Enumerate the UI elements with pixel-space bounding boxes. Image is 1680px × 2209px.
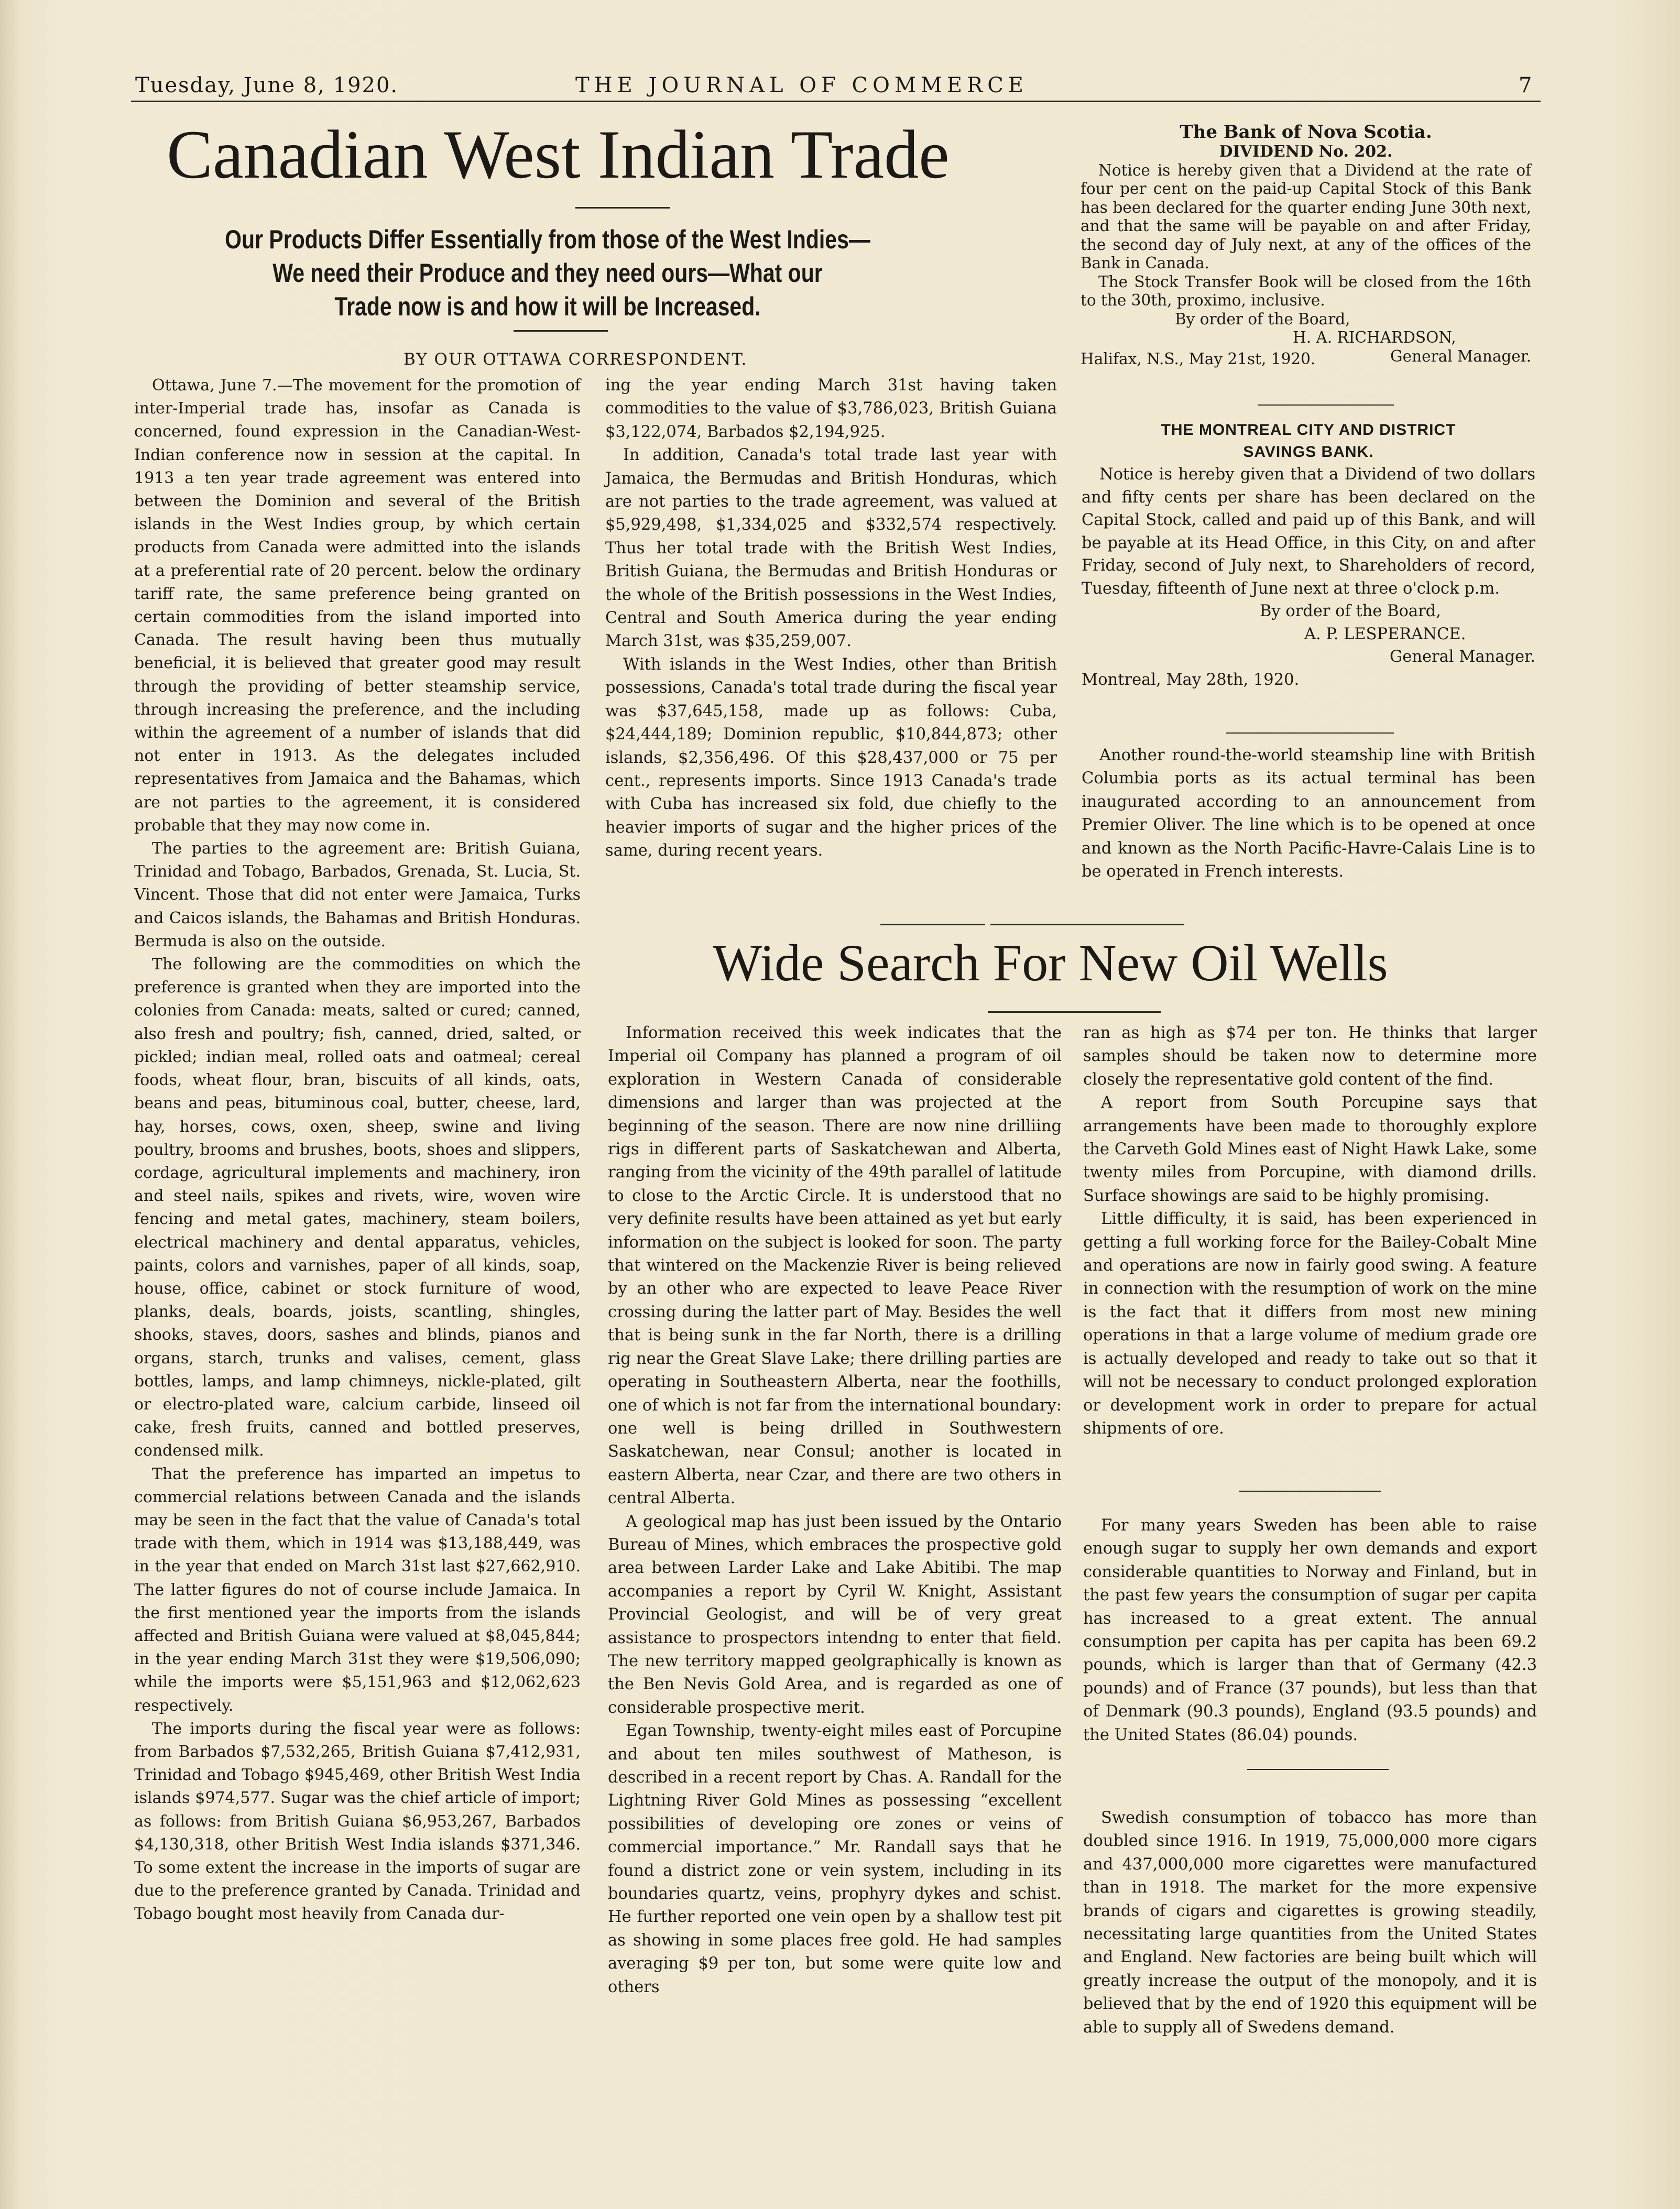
section-rule xyxy=(880,924,985,925)
article-column-2 xyxy=(605,374,1057,863)
notice-order: By order of the Board, xyxy=(1260,602,1441,620)
title-rule xyxy=(988,1011,1161,1013)
notice-title: The Bank of Nova Scotia. xyxy=(1180,122,1432,143)
tobacco-brief xyxy=(1083,1807,1537,2039)
notice-signer: A. P. LESPERANCE. xyxy=(1304,625,1466,643)
deck-line: We need their Produce and they need ours—What our xyxy=(272,258,823,288)
notice-rule xyxy=(1258,404,1394,406)
paragraph: The parties to the agreement are: British Guiana, Trinidad and Tobago, Barbados, Grenada, St. Lucia, St. Vincent. Those that did not enter were Jamaica, Turks and Caicos islands, the Bahamas and British Honduras. Bermuda is also on the outside. xyxy=(134,839,581,950)
brief-rule xyxy=(1247,1769,1389,1770)
paragraph: Swedish consumption of tobacco has more than doubled since 1916. In 1919, 75,000,000 more cigars and 437,000,000 more cigarettes were manufactured than in 1918. The market for the more expensive brands of cigars and cigarettes is growing steadily, necessitating large quantities from the United States and England. New factories are being built which will greatly increase the output of the monopoly, and it is believed that by the end of 1920 this equipment will be able to supply all of Swedens demand. xyxy=(1083,1809,1537,2037)
article-column-1 xyxy=(134,374,581,1926)
notice-signer-title: General Manager. xyxy=(1389,648,1535,666)
brief-rule xyxy=(1239,1491,1381,1492)
steamship-brief xyxy=(1082,744,1535,883)
byline: BY OUR OTTAWA CORRESPONDENT. xyxy=(403,350,748,369)
paragraph: Information received this week indicates that the Imperial oil Company has planned a program of oil exploration in Western Canada of considerable dimensions and larger than was projected at the beginning of the season. There are now nine drilliing rigs in different parts of Saskatchewan and Alberta, ranging from the vicinity of the 49th parallel of latitude to close to the Arctic Circle. It is understood that no very definite results have been attained as yet but early information on the subject is looked for soon. The party that wintered on the Mackenzie River is being relieved by an other who are expected to leave Peace River crossing during the latter part of May. Besides the well that is being sunk in the far North, there is a drilling rig near the Great Slave Lake; there drilling parties are operating in Southeastern Alberta, near the foothills, one of which is not far from the international boundary: one well is being drilled in Southwestern Saskatchewan, near Consul; another is located in eastern Alberta, near Czar, and there are two others in central Alberta. xyxy=(608,1024,1062,1508)
paragraph: A geological map has just been issued by the Ontario Bureau of Mines, which embraces the prospective gold area between Larder Lake and Lake Abitibi. The map accompanies a report by Cyril W. Knight, Assistant Provincial Geologist, and will be of very great assistance to prospectors intendng to enter that field. The new territory mapped geolgraphically is known as the Ben Nevis Gold Area, and is regarded as one of considerable prospective merit. xyxy=(608,1512,1062,1717)
article-column-1 xyxy=(608,1022,1062,1999)
title-rule xyxy=(575,207,670,209)
paragraph: The imports during the fiscal year were as follows: from Barbados $7,532,265, British Guiana $7,412,931, Trinidad and Tobago $945,469, other British West India islands $974,577. Sugar was the chief article of import; as follows: from British Guiana $6,953,267, Barbados $4,130,318, other British West India islands $371,346. To some extent the increase in the imports of sugar are due to the preference granted by Canada. Trinidad and Tobago bought most heavily from Canada dur- xyxy=(134,1719,581,1923)
journal-name: THE JOURNAL OF COMMERCE xyxy=(575,73,1028,97)
paragraph: That the preference has imparted an impetus to commercial relations between Canada and the islands may be seen in the fact that the value of Canada's total trade with them, which in 1914 was $13,188,449, was in the year that ended on March 31st last $27,662,910. The latter figures do not of course include Jamaica. In the first mentioned year the imports from the islands affected and British Guiana were valued at $8,045,844; in the year ending March 31st they were $19,506,090; while the imports were $5,151,963 and $12,062,623 respectively. xyxy=(134,1464,581,1715)
notice-place-date: Halifax, N.S., May 21st, 1920. xyxy=(1081,350,1316,368)
notice-title: SAVINGS BANK. xyxy=(1243,443,1374,461)
deck-line: Our Products Differ Essentially from those of the West Indies— xyxy=(225,225,870,254)
paragraph: For many years Sweden has been able to raise enough sugar to supply her own demands and export considerable quantities to Norway and Finland, but in the past few years the consumption of sugar per capita has increased to a great extent. The annual consumption per capita has per capita has been 69.2 pounds, which is larger than that of Germany (42.3 pounds) and of France (37 pounds), but less than that of Denmark (90.3 pounds), England (93.5 pounds) and the United States (86.04) pounds. xyxy=(1083,1516,1537,1744)
section-rule xyxy=(990,924,1184,925)
paragraph: Ottawa, June 7.—The movement for the promotion of inter-Imperial trade has, insofar as Canada is concerned, found expression in the Canadian-West-Indian conference now in session at the capital. In 1913 a ten year trade agreement was entered into between the Dominion and several of the British islands in the West Indies group, by which certain products from Canada were admitted into the islands at a preferential rate of 20 percent. below the ordinary tariff rate, the same preference being granted on certain commodities from the island imported into Canada. The result having been thus mutually beneficial, it is believed that greater good may result through the providing of better steamship service, through increasing the preference, and the including within the agreement of a number of islands that did not enter in 1913. As the delegates included representatives from Jamaica and the Bahamas, which are not parties to the agreement, it is considered probable that they may now come in. xyxy=(134,376,581,835)
paragraph: Another round-the-world steamship line with British Columbia ports as its actual terminal has been inaugurated according to an announcement from Premier Oliver. The line which is to be opened at once and known as the North Pacific-Havre-Calais Line is to be operated in French interests. xyxy=(1082,746,1535,881)
article-column-2 xyxy=(1083,1022,1537,1440)
notice-body: Notice is hereby given that a Dividend at the rate of four per cent on the paid-up Capital Stock of this Bank has been declared for the quarter ending June 30th next, and that the same will be payable on and after Friday, the second day of July next, at any of the offices of the Bank in Canada. xyxy=(1081,161,1531,272)
deck-rule xyxy=(514,330,608,332)
notice-body: The Stock Transfer Book will be closed from the 16th to the 30th, proximo, inclusive. xyxy=(1081,272,1531,309)
notice-order: By order of the Board, xyxy=(1175,310,1350,328)
article-deck xyxy=(223,223,872,323)
paragraph: Little difficulty, it is said, has been experienced in getting a full working force for the Bailey-Cobalt Mine and operations are now in fairly good swing. A feature in connection with the resumption of work on the mine is the fact that it differs from most new mining operations in that a large volume of medium grade ore is actually developed and ready to take out so that it will not be necessary to conduct prolonged exploration or development work in order to prepare for actual shipments of ore. xyxy=(1083,1210,1537,1438)
notice-rule xyxy=(1226,732,1394,734)
notice-signer: H. A. RICHARDSON, xyxy=(1293,329,1456,346)
paragraph: A report from South Porcupine says that arrangements have been made to thoroughly explore the Carveth Gold Mines east of Night Hawk Lake, some twenty miles from Porcupine, with diamond drills. Surface showings are said to be highly promising. xyxy=(1083,1093,1537,1205)
montreal-savings-bank-notice xyxy=(1082,419,1535,691)
paragraph: ing the year ending March 31st having taken commodities to the value of $3,786,023, British Guiana $3,122,074, Barbados $2,194,925. xyxy=(605,376,1057,441)
notice-subtitle: DIVIDEND No. 202. xyxy=(1219,143,1393,161)
article-title: Wide Search For New Oil Wells xyxy=(713,934,1388,992)
sugar-brief xyxy=(1083,1514,1537,1747)
bank-nova-scotia-notice xyxy=(1081,122,1531,369)
article-title: Canadian West Indian Trade xyxy=(167,116,950,193)
notice-body: Notice is hereby given that a Dividend of two dollars and fifty cents per share has been declared on the Capital Stock, called and paid up of this Bank, and will be payable at its Head Office, in this City, on and after Friday, second of July next, to Shareholders of record, Tuesday, fifteenth of June next at three o'clock p.m. xyxy=(1082,465,1535,598)
deck-line: Trade now is and how it will be Increased. xyxy=(334,292,761,321)
issue-date: Tuesday, June 8, 1920. xyxy=(135,73,399,97)
page-number: 7 xyxy=(1519,73,1533,97)
paragraph: The following are the commodities on which the preference is granted when they are imported into the colonies from Canada: meats, salted or cured; canned, also fresh and poultry; fish, canned, dried, salted, or pickled; indian meal, rolled oats and oatmeal; cereal foods, wheat flour, bran, biscuits of all kinds, oats, beans and peas, bituminous coal, butter, cheese, lard, hay, horses, cows, oxen, sheep, swine and living poultry, brooms and brushes, boots, shoes and slippers, cordage, agricultural implements and machinery, iron and steel nails, spikes and rivets, wire, woven wire fencing and metal gates, machinery, steam boilers, electrical machinery and dental apparatus, vehicles, paints, colors and varnishes, paper of all kinds, soap, house, office, cabinet or stock furniture of wood, planks, deals, boards, joists, scantling, shingles, shooks, staves, doors, sashes and blinds, pianos and organs, starch, trunks and valises, cement, glass bottles, lamps, and lamp chimneys, nickle-plated, gilt or electro-plated ware, calcium carbide, linseed oil cake, fresh fruits, canned and bottled preserves, condensed milk. xyxy=(134,955,581,1460)
paragraph: Egan Township, twenty-eight miles east of Porcupine and about ten miles southwest of Matheson, is described in a recent report by Chas. A. Randall for the Lightning River Gold Mines as possessing “excellent possibilities of developing ore zones or veins of commercial importance.” Mr. Randall says that he found a district zone or vein system, including in its boundaries quartz, veins, prophyry dykes and schist. He further reported one vein open by a shallow test pit as showing in some places free gold. He had samples averaging $9 per ton, but some were quite low and others xyxy=(608,1722,1062,1996)
notice-signer-title: General Manager. xyxy=(1390,347,1531,365)
notice-title: THE MONTREAL CITY AND DISTRICT xyxy=(1161,421,1456,439)
masthead-rule xyxy=(131,101,1541,102)
notice-place-date: Montreal, May 28th, 1920. xyxy=(1082,670,1300,689)
paragraph: In addition, Canada's total trade last year with Jamaica, the Bermudas and British Honduras, which are not parties to the trade agreement, was valued at $5,929,498, $1,334,025 and $332,574 respectively. Thus her total trade with the British West Indies, British Guiana, the Bermudas and British Honduras or the whole of the British possessions in the West Indies, Central and South America during the year ending March 31st, was $35,259,007. xyxy=(605,446,1057,651)
paragraph: ran as high as $74 per ton. He thinks that larger samples should be taken now to determine more closely the representative gold content of the find. xyxy=(1083,1024,1537,1089)
paragraph: With islands in the West Indies, other than British possessions, Canada's total trade during the fiscal year was $37,645,158, made up as follows: Cuba, $24,444,189; Dominion republic, $10,844,873; other islands, $2,356,496. Of this $28,437,000 or 75 per cent., represents imports. Since 1913 Canada's trade with Cuba has increased six fold, due chiefly to the heavier imports of sugar and the higher prices of the same, during recent years. xyxy=(605,655,1057,860)
